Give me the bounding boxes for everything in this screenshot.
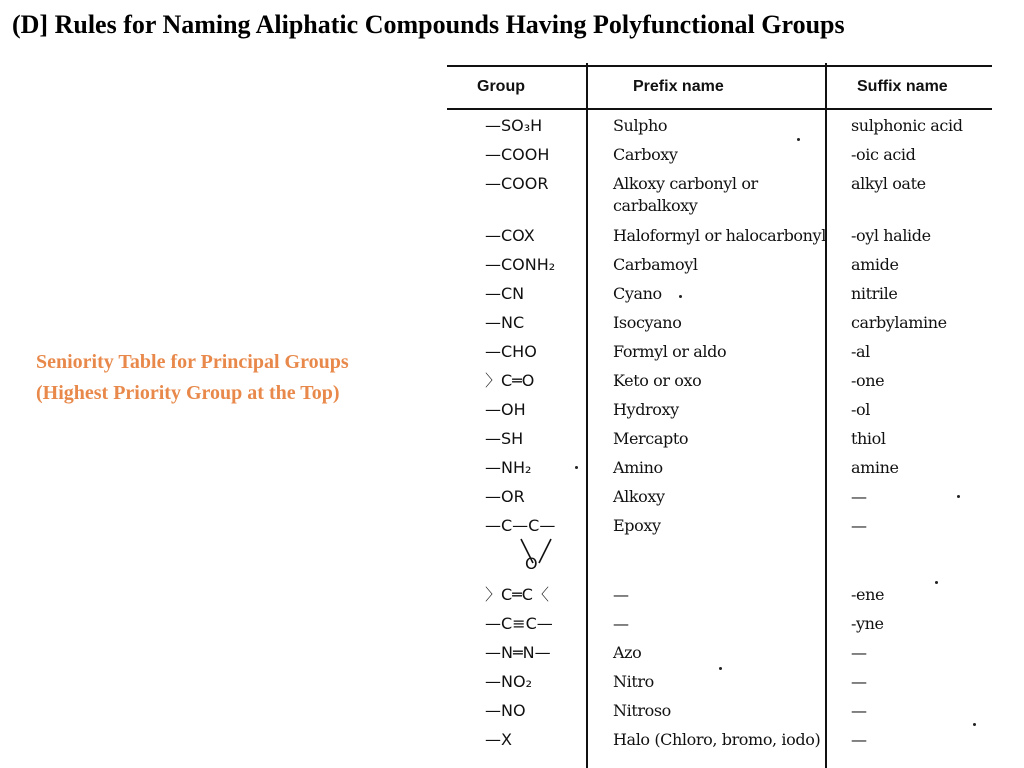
group-cell: —SO₃H: [485, 116, 543, 135]
epoxy-ring-icon: [507, 535, 567, 583]
prefix-cell: [613, 729, 820, 751]
prefix-text: Epoxy: [613, 516, 661, 535]
table-row: [447, 700, 992, 729]
group-cell: 〉C═O: [485, 371, 535, 390]
suffix-cell: —: [851, 516, 867, 535]
caption-line-1: Seniority Table for Principal Groups: [36, 351, 349, 373]
prefix-text: Sulpho: [613, 116, 668, 135]
table-row: [447, 486, 992, 515]
prefix-cell: [613, 312, 681, 334]
group-cell: 〉C═C〈: [485, 585, 549, 604]
prefix-text: —: [613, 614, 629, 633]
table-header-rule: [447, 108, 992, 110]
prefix-cell: [613, 515, 661, 537]
suffix-cell: -oyl halide: [851, 226, 931, 245]
prefix-text: Hydroxy: [613, 400, 679, 419]
suffix-cell: nitrile: [851, 284, 898, 303]
prefix-text: Alkoxy carbonyl or: [613, 174, 758, 193]
suffix-cell: sulphonic acid: [851, 116, 963, 135]
prefix-cell: [613, 144, 678, 166]
slide-title: (D] Rules for Naming Aliphatic Compounds Having Polyfunctional Groups: [12, 10, 845, 39]
suffix-cell: —: [851, 487, 867, 506]
prefix-text: Formyl or aldo: [613, 342, 727, 361]
group-cell: —C≡C—: [485, 614, 553, 633]
scan-speck: [679, 295, 682, 298]
table-row: [447, 370, 992, 399]
caption-line-2: (Highest Priority Group at the Top): [36, 382, 340, 404]
prefix-cell: [613, 399, 679, 421]
table-row: [447, 428, 992, 457]
prefix-text: Halo (Chloro, bromo, iodo): [613, 730, 821, 749]
suffix-cell: —: [851, 672, 867, 691]
group-cell: —NH₂: [485, 458, 532, 477]
suffix-cell: —: [851, 730, 867, 749]
prefix-cell: [613, 254, 698, 276]
prefix-cell: [613, 173, 758, 217]
table-top-rule: [447, 65, 992, 67]
prefix-cell: [613, 671, 654, 693]
group-cell: —CN: [485, 284, 525, 303]
suffix-cell: amide: [851, 255, 899, 274]
scan-speck: [797, 138, 800, 141]
table-row: [447, 254, 992, 283]
prefix-cell: [613, 115, 667, 137]
table-row: [447, 729, 992, 758]
suffix-cell: -yne: [851, 614, 884, 633]
group-cell: —COOH: [485, 145, 550, 164]
table-row: [447, 173, 992, 215]
suffix-cell: -ene: [851, 585, 885, 604]
prefix-cell: [613, 428, 688, 450]
prefix-text: Cyano: [613, 284, 662, 303]
prefix-cell: [613, 457, 663, 479]
table-row: [447, 613, 992, 642]
suffix-cell: amine: [851, 458, 899, 477]
prefix-text: Haloformyl or halocarbonyl: [613, 226, 826, 245]
header-prefix-name: Prefix name: [633, 78, 724, 95]
prefix-text: Alkoxy: [613, 487, 665, 506]
prefix-text: Mercapto: [613, 429, 689, 448]
prefix-text: Carbamoyl: [613, 255, 698, 274]
suffix-cell: —: [851, 701, 867, 720]
table-row: [447, 144, 992, 173]
group-cell: —SH: [485, 429, 524, 448]
suffix-cell: -one: [851, 371, 885, 390]
table-row: [447, 312, 992, 341]
prefix-text: Carboxy: [613, 145, 678, 164]
group-cell: —COX: [485, 226, 535, 245]
group-cell-sub: O: [525, 554, 538, 573]
table-row: [447, 225, 992, 254]
suffix-cell: —: [851, 643, 867, 662]
scan-speck: [957, 495, 960, 498]
prefix-text: —: [613, 585, 629, 604]
scan-speck: [973, 723, 976, 726]
prefix-cell: [613, 486, 665, 508]
prefix-text-line-2: carbalkoxy: [613, 196, 698, 215]
prefix-cell: [613, 225, 826, 247]
prefix-cell: [613, 341, 726, 363]
prefix-cell: [613, 613, 629, 635]
table-row: [447, 341, 992, 370]
prefix-cell: [613, 642, 641, 664]
suffix-cell: thiol: [851, 429, 886, 448]
group-cell: —NC: [485, 313, 525, 332]
table-row: [447, 115, 992, 144]
group-cell: —NO: [485, 701, 526, 720]
table-row: [447, 671, 992, 700]
group-cell: —CONH₂: [485, 255, 556, 274]
prefix-cell: [613, 370, 701, 392]
table-row: [447, 584, 992, 613]
group-cell: —OR: [485, 487, 525, 506]
group-cell: —N═N—: [485, 643, 551, 662]
table-row: [447, 399, 992, 428]
suffix-cell: -oic acid: [851, 145, 916, 164]
prefix-cell: [613, 700, 671, 722]
scan-speck: [935, 581, 938, 584]
prefix-text: Amino: [613, 458, 663, 477]
suffix-cell: carbylamine: [851, 313, 947, 332]
prefix-text: Azo: [613, 643, 642, 662]
prefix-text: Isocyano: [613, 313, 682, 332]
group-cell: —OH: [485, 400, 526, 419]
group-cell: —NO₂: [485, 672, 532, 691]
group-cell: —COOR: [485, 174, 549, 193]
group-cell: —CHO: [485, 342, 537, 361]
header-group: Group: [477, 78, 525, 95]
prefix-cell: [613, 283, 662, 305]
prefix-text: Nitroso: [613, 701, 671, 720]
scan-speck: [575, 466, 578, 469]
suffix-cell: -ol: [851, 400, 870, 419]
header-suffix-name: Suffix name: [857, 78, 948, 95]
group-cell: —C—C—: [485, 516, 556, 535]
group-cell: —X: [485, 730, 512, 749]
prefix-text: Nitro: [613, 672, 654, 691]
table-row: [447, 283, 992, 312]
suffix-cell: alkyl oate: [851, 174, 926, 193]
prefix-text: Keto or oxo: [613, 371, 702, 390]
table-caption: [36, 347, 456, 409]
prefix-cell: [613, 584, 629, 606]
suffix-cell: -al: [851, 342, 870, 361]
table-row: [447, 457, 992, 486]
scan-speck: [719, 667, 722, 670]
seniority-table: [447, 63, 992, 768]
